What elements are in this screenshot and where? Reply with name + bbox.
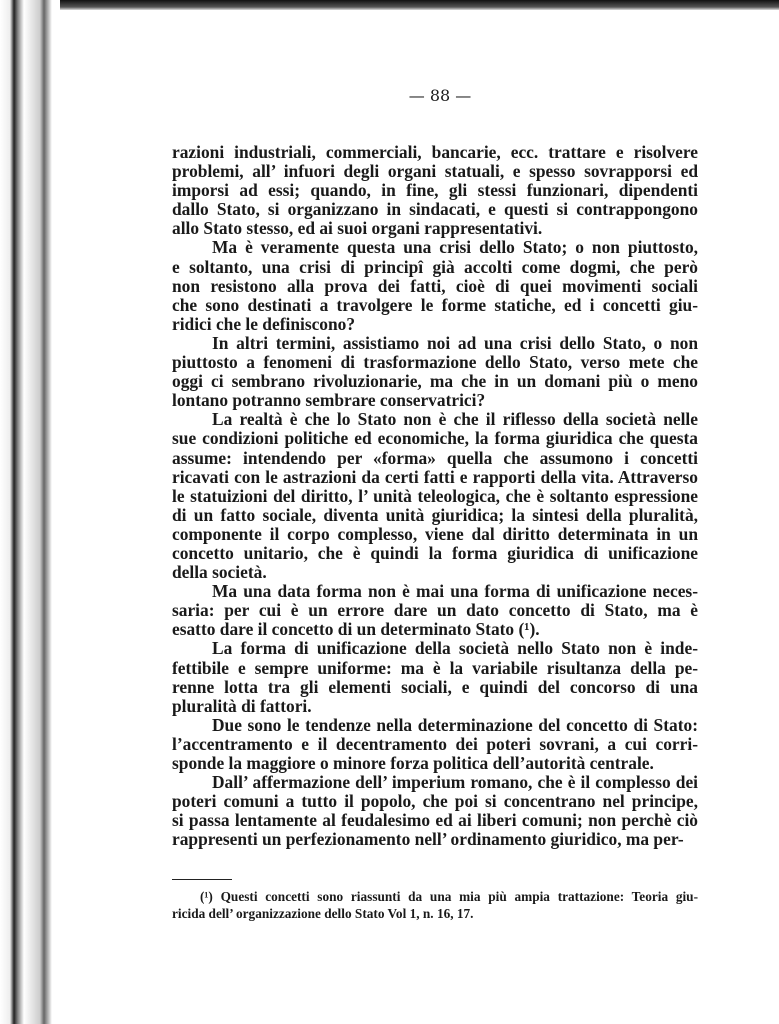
text-line: La realtà è che lo Stato non è che il riflesso della società nelle: [212, 409, 698, 430]
text-line: lontano potranno sembrare conservatrici?: [172, 390, 486, 411]
text-line: e soltanto, una crisi di principî già accolti come dogmi, che però: [172, 256, 698, 277]
text-line: piuttosto a fenomeni di trasformazione dello Stato, verso mete che: [172, 352, 698, 373]
text-line: razioni industriali, commerciali, bancarie, ecc. trattare e risolvere: [172, 142, 698, 162]
body-text: [172, 143, 698, 849]
page-number: — 88 —: [408, 86, 472, 105]
text-line: di un fatto sociale, diventa unità giuridica; la sintesi della pluralità,: [172, 504, 698, 525]
paragraph: [172, 716, 698, 773]
text-line: ridici che le definiscono?: [172, 313, 356, 334]
paragraph: [172, 582, 698, 639]
text-line: della società.: [172, 562, 267, 583]
footnote-line: (¹) Questi concetti sono riassunti da una mia più ampia trattazione: Teoria giu-: [200, 889, 698, 904]
text-line: Ma è veramente questa una crisi dello Stato; o non piuttosto,: [212, 237, 698, 258]
text-line: poteri comuni a tutto il popolo, che poi si concentrano nel principe,: [172, 791, 698, 812]
text-line: pluralità di fattori.: [172, 695, 312, 716]
text-line: dallo Stato, si organizzano in sindacati, e questi si contrappongono: [172, 199, 698, 220]
paragraph: [172, 238, 698, 333]
text-line: In altri termini, assistiamo noi ad una crisi dello Stato, o non: [212, 332, 698, 353]
text-line: concetto unitario, che è quindi la forma giuridica di unificazione: [172, 542, 698, 563]
paragraph: [172, 639, 698, 715]
scan-top-edge: [0, 0, 779, 10]
text-line: oggi ci sembrano rivoluzionarie, ma che in un domani più o meno: [172, 371, 698, 392]
text-line: non resistono alla prova dei fatti, cioè di quei movimenti sociali: [172, 275, 698, 296]
text-line: saria: per cui è un errore dare un dato concetto di Stato, ma è: [172, 600, 698, 621]
text-line: le statuizioni del diritto, l’ unità teleologica, che è soltanto espressione: [172, 485, 698, 506]
text-line: sponde la maggiore o minore forza politica dell’autorità centrale.: [172, 753, 654, 773]
text-line: allo Stato stesso, ed ai suoi organi rappresentativi.: [172, 218, 543, 239]
footnote: [172, 888, 698, 922]
text-line: Due sono le tendenze nella determinazione del concetto di Stato:: [212, 714, 698, 735]
text-line: che sono destinati a travolgere le forme statiche, ed i concetti giu-: [172, 294, 698, 315]
text-line: sue condizioni politiche ed economiche, la forma giuridica che questa: [172, 428, 698, 449]
text-line: Ma una data forma non è mai una forma di unificazione neces-: [212, 581, 698, 602]
text-line: esatto dare il concetto di un determinato Stato (¹).: [172, 619, 540, 640]
footnote-line: ricida dell’ organizzazione dello Stato Vol 1, n. 16, 17.: [172, 906, 474, 921]
text-line: rappresenti un perfezionamento nell’ ordinamento giuridico, ma per-: [172, 829, 684, 850]
text-line: si passa lentamente al feudalesimo ed ai liberi comuni; non perchè ciò: [172, 810, 698, 831]
text-line: ricavati con le astrazioni da certi fatti e rapporti della vita. Attraverso: [172, 466, 698, 487]
text-line: problemi, all’ infuori degli organi statuali, e spesso sovrapporsi ed: [172, 161, 698, 182]
paragraph: [172, 143, 698, 238]
text-line: fettibile e sempre uniforme: ma è la variabile risultanza della pe-: [172, 657, 698, 678]
text-line: La forma di unificazione della società nello Stato non è inde-: [212, 638, 698, 659]
scan-left-edge: [0, 0, 60, 1024]
text-line: assume: intendendo per «forma» quella che assumono i concetti: [172, 447, 698, 468]
footnote-rule: [172, 879, 232, 880]
text-line: renne lotta tra gli elementi sociali, e quindi del concorso di una: [172, 676, 698, 697]
paragraph: [172, 334, 698, 410]
text-line: imporsi ad essi; quando, in fine, gli stessi funzionari, dipendenti: [172, 180, 698, 201]
text-line: componente il corpo complesso, viene dal diritto determinata in un: [172, 523, 698, 544]
paragraph: [172, 410, 698, 582]
text-line: Dall’ affermazione dell’ imperium romano, che è il complesso dei: [212, 772, 698, 793]
text-line: l’accentramento e il decentramento dei poteri sovrani, a cui corri-: [172, 733, 698, 754]
paragraph: [172, 773, 698, 849]
